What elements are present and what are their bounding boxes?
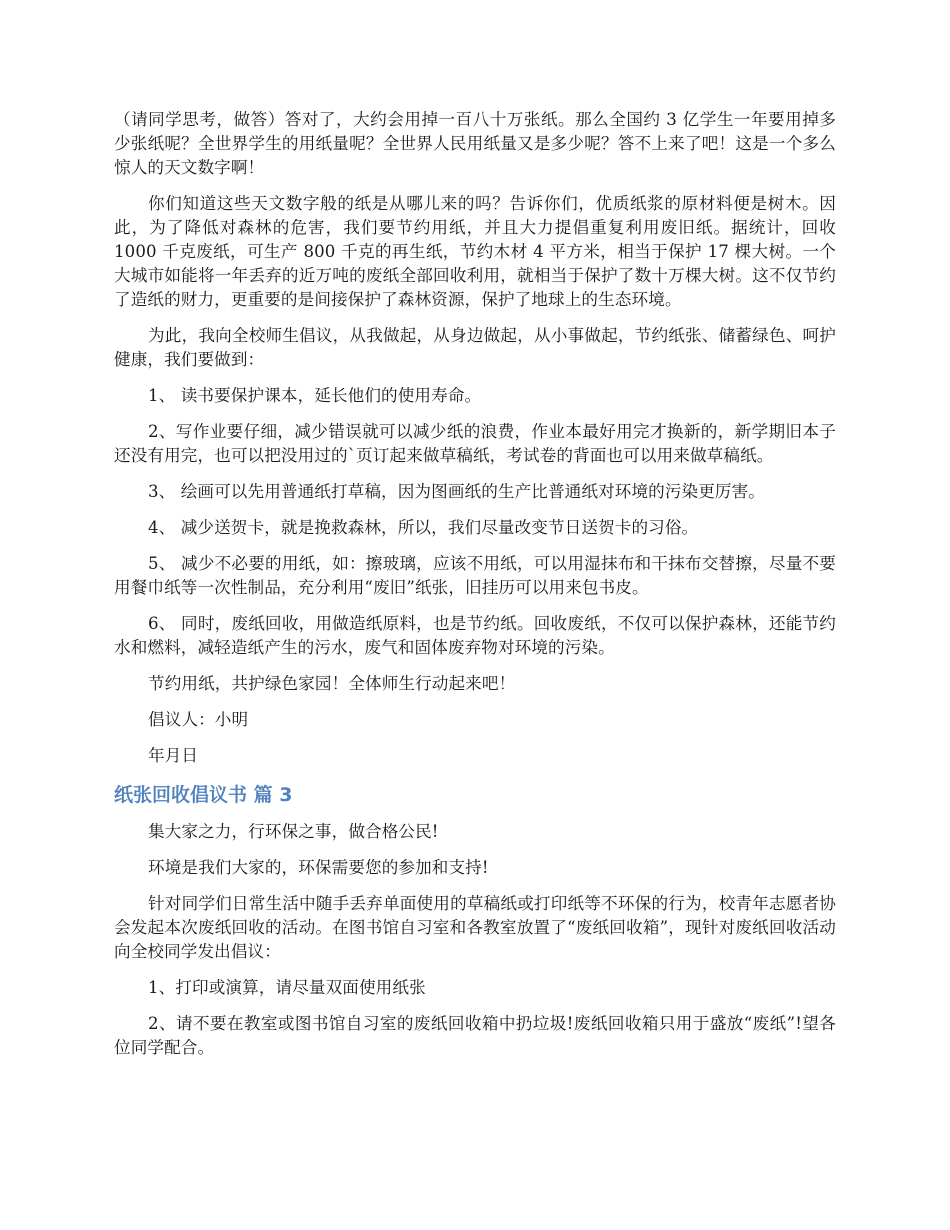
list-item-1: 1、 读书要保护课本，延长他们的使用寿命。 xyxy=(148,386,482,405)
list-item-6: 6、 同时，废纸回收，用做造纸原料，也是节约纸。回收废纸，不仅可以保护森林，还能节约水和燃料，减轻造纸产生的污水，废气和固体废弃物对环境的污染。 xyxy=(114,614,836,657)
list-item-5: 5、 减少不必要的用纸，如：擦玻璃，应该不用纸，可以用湿抹布和干抹布交替擦，尽量不要用餐巾纸等一次性制品，充分利用“废旧”纸张，旧挂历可以用来包书皮。 xyxy=(114,554,836,597)
section-heading: 纸张回收倡议书 篇 3 xyxy=(114,784,293,806)
paragraph-paper-source: 你们知道这些天文数字般的纸是从哪儿来的吗？告诉你们，优质纸浆的原材料便是树木。因此，为了降低对森林的危害，我们要节约用纸，并且大力提倡重复利用废旧纸。据统计，回收 1000 千克废纸，可生产 800 千克的再生纸，节约木材 4 平方米，相当于保护 17 棵大树。一个大城市如能将一年丢弃的近万吨的废纸全部回收利用，就相当于保护了数十万棵大树。这不仅节约了造纸的财力，更重要的是间接保护了森林资源，保护了地球上的生态环境。 xyxy=(114,194,836,309)
signature-proposer: 倡议人：小明 xyxy=(148,710,249,729)
paragraph-support: 环境是我们大家的，环保需要您的参加和支持! xyxy=(148,858,489,877)
list-item-print: 1、打印或演算，请尽量双面使用纸张 xyxy=(148,978,426,997)
signature-date: 年月日 xyxy=(148,746,199,765)
list-item-bins: 2、请不要在教室或图书馆自习室的废纸回收箱中扔垃圾!废纸回收箱只用于盛放“废纸”!望各位同学配合。 xyxy=(114,1014,836,1057)
paragraph-motto: 集大家之力，行环保之事，做合格公民! xyxy=(148,822,439,841)
list-item-4: 4、 减少送贺卡，就是挽救森林，所以，我们尽量改变节日送贺卡的习俗。 xyxy=(148,518,699,537)
paragraph-intro-continued: （请同学思考，做答）答对了，大约会用掉一百八十万张纸。那么全国约 3 亿学生一年要用掉多少张纸呢？全世界学生的用纸量呢？全世界人民用纸量又是多少呢？答不上来了吧！这是一个多么惊人的天文数字啊！ xyxy=(114,110,836,177)
list-item-2: 2、写作业要仔细，减少错误就可以减少纸的浪费，作业本最好用完才换新的，新学期旧本子还没有用完，也可以把没用过的`页订起来做草稿纸，考试卷的背面也可以用来做草稿纸。 xyxy=(114,422,836,465)
paragraph-slogan: 节约用纸，共护绿色家园！全体师生行动起来吧！ xyxy=(148,674,516,693)
list-item-3: 3、 绘画可以先用普通纸打草稿，因为图画纸的生产比普通纸对环境的污染更厉害。 xyxy=(148,482,766,501)
document-page xyxy=(114,108,836,1072)
paragraph-activity: 针对同学们日常生活中随手丢弃单面使用的草稿纸或打印纸等不环保的行为，校青年志愿者协会发起本次废纸回收的活动。在图书馆自习室和各教室放置了“废纸回收箱”，现针对废纸回收活动向全校同学发出倡议： xyxy=(114,894,836,961)
paragraph-proposal: 为此，我向全校师生倡议，从我做起，从身边做起，从小事做起，节约纸张、储蓄绿色、呵护健康，我们要做到： xyxy=(114,326,836,369)
